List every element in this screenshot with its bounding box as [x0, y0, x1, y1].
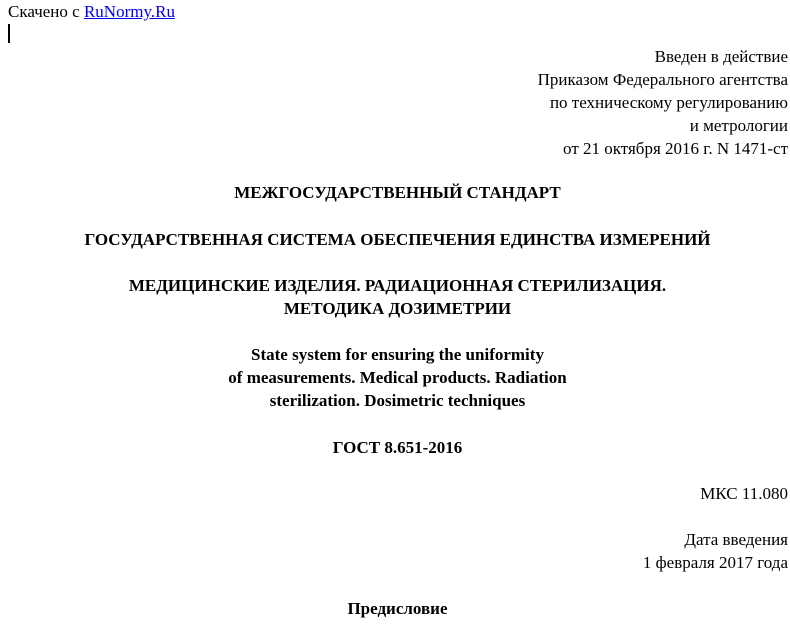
russian-title — [0, 274, 790, 320]
introduction-date-block — [643, 528, 788, 574]
state-system-heading: ГОСУДАРСТВЕННАЯ СИСТЕМА ОБЕСПЕЧЕНИЯ ЕДИНСТВА ИЗМЕРЕНИЙ — [84, 230, 711, 249]
introduction-date-label: Дата введения — [684, 530, 788, 549]
russian-title-line: МЕДИЦИНСКИЕ ИЗДЕЛИЯ. РАДИАЦИОННАЯ СТЕРИЛИЗАЦИЯ. — [128, 276, 667, 295]
enactment-line: Приказом Федерального агентства — [537, 70, 788, 89]
enactment-line: и метрологии — [689, 116, 788, 135]
gost-number: ГОСТ 8.651-2016 — [332, 438, 463, 457]
russian-title-line: МЕТОДИКА ДОЗИМЕТРИИ — [283, 299, 512, 318]
interstate-standard-heading: МЕЖГОСУДАРСТВЕННЫЙ СТАНДАРТ — [234, 183, 561, 202]
enactment-block — [538, 45, 788, 160]
download-source-line — [8, 2, 175, 22]
english-title-line: sterilization. Dosimetric techniques — [269, 391, 526, 410]
mks-code: МКС 11.080 — [700, 484, 788, 503]
english-title — [0, 343, 790, 412]
english-title-line: State system for ensuring the uniformity — [251, 345, 544, 364]
foreword-heading: Предисловие — [347, 599, 448, 618]
runormy-link[interactable]: RuNormy.Ru — [83, 2, 175, 21]
introduction-date-value: 1 февраля 2017 года — [642, 553, 788, 572]
english-title-line: of measurements. Medical products. Radiation — [228, 368, 567, 387]
download-source-prefix: Скачено с — [8, 2, 84, 21]
enactment-line: Введен в действие — [654, 47, 788, 66]
enactment-line: от 21 октября 2016 г. N 1471-ст — [563, 139, 788, 158]
text-cursor — [8, 24, 10, 43]
enactment-line: по техническому регулированию — [549, 93, 788, 112]
